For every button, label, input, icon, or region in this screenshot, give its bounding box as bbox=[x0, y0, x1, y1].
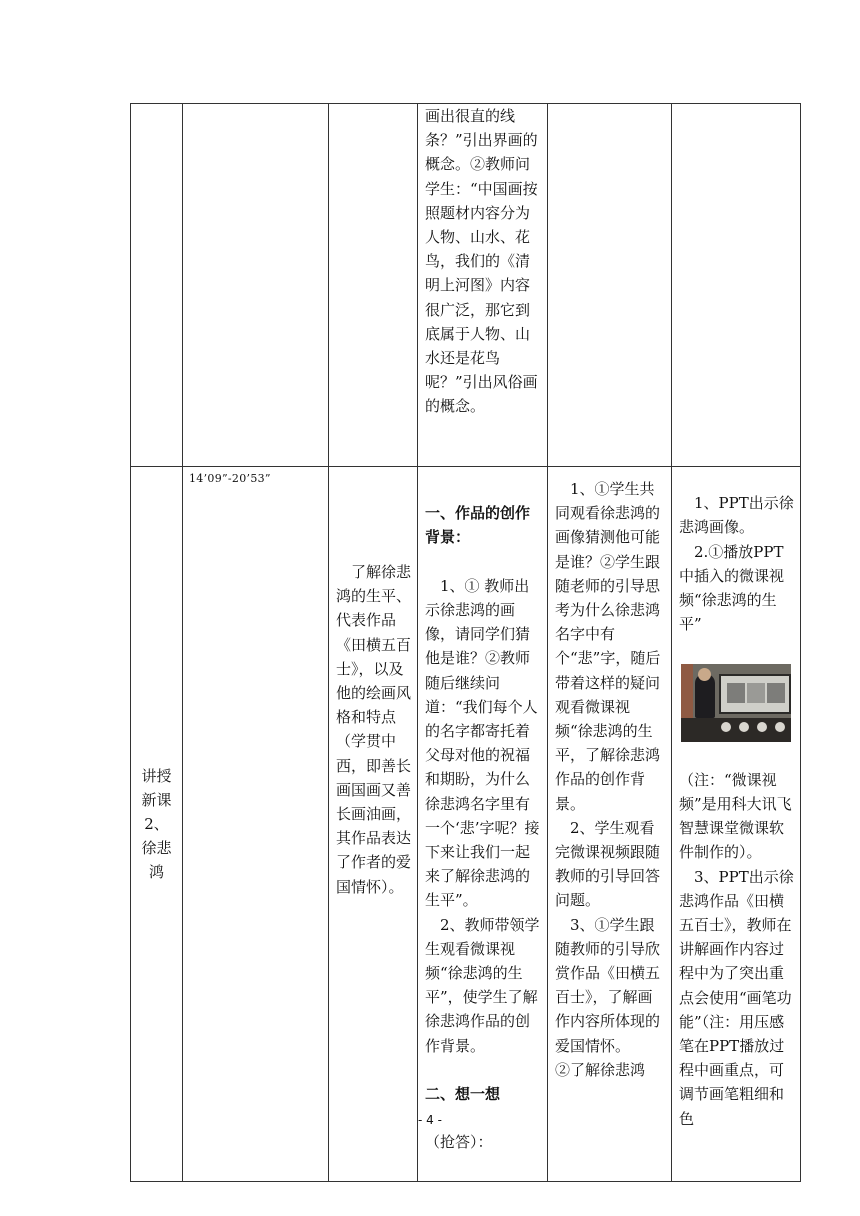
section-label: 讲授新课 2、 徐悲鸿 bbox=[141, 766, 172, 881]
objective-text: 了解徐悲鸿的生平、代表作品《田横五百士》，以及他的绘画风格和特点（学贯中西，即善长画国画又善长画油画，其作品表达了作者的爱国情怀）。 bbox=[336, 563, 412, 896]
time-range: 14’09”-20’53” bbox=[189, 472, 271, 485]
objective-cell bbox=[329, 104, 418, 467]
section-cell bbox=[131, 104, 183, 467]
student-activity-cell bbox=[548, 467, 672, 1182]
time-cell bbox=[183, 104, 329, 467]
tech-use-text-2: （注：“微课视频”是用科大讯飞智慧课堂微课软件制作的）。 3、PPT出示徐悲鸿作品《田横五百士》，教师在讲解画作内容过程中为了突出重点会使用“画笔功能”（注：用压感笔在PPT播放过程中画重点，可调节画笔粗细和色 bbox=[679, 770, 794, 1128]
objective-cell bbox=[329, 467, 418, 1182]
teacher-activity-cell bbox=[418, 467, 548, 1182]
student-activity-text: 1、①学生共同观看徐悲鸿的画像猜测他可能是谁？②学生跟随老师的引导思考为什么徐悲鸿名字中有个“悲”字，随后带着这样的疑问观看微课视频“徐悲鸿的生平，了解徐悲鸿作品的创作背景。 2、学生观看完微课视频跟随教师的引导回答问题。 3、①学生跟随教师的引导欣赏作品《田横五百士》，了解画作内容所体现的爱国情怀。 ②了解徐悲鸿 bbox=[555, 480, 661, 1079]
time-cell bbox=[183, 467, 329, 1182]
student-activity-cell bbox=[548, 104, 672, 467]
table-row bbox=[131, 104, 801, 467]
tech-use-text-1: 1、PPT出示徐悲鸿画像。 2.①播放PPT中插入的微课视频“徐悲鸿的生平” bbox=[679, 494, 794, 634]
page-number: - 4 - bbox=[418, 1113, 442, 1127]
section-label-cell bbox=[131, 467, 183, 1182]
table-row bbox=[131, 467, 801, 1182]
tech-use-cell bbox=[672, 104, 801, 467]
lesson-plan-table bbox=[130, 103, 801, 1182]
tech-use-cell bbox=[672, 467, 801, 1182]
micro-lesson-video-thumbnail bbox=[681, 664, 791, 742]
teacher-heading-2: 二、想一想 bbox=[425, 1085, 501, 1104]
teacher-activity-tail: （抢答）： bbox=[425, 1133, 493, 1152]
teacher-activity-cell: 画出很直的线条？”引出界画的概念。②教师问学生：“中国画按照题材内容分为人物、山水、花鸟，我们的《清明上河图》内容很广泛，那它到底属于人物、山水还是花鸟呢？”引出风俗画的概念。 bbox=[418, 104, 548, 467]
teacher-activity-text: 1、① 教师出示徐悲鸿的画像，请同学们猜他是谁？②教师随后继续问道：“我们每个人的名字都寄托着父母对他的祝福和期盼，为什么徐悲鸿名字里有一个‘悲’字呢？接下来让我们一起来了解徐悲鸿的生平”。 2、教师带领学生观看微课视频“徐悲鸿的生平”，使学生了解徐悲鸿作品的创作背景。 bbox=[425, 576, 540, 1055]
teacher-heading-1: 一、作品的创作背景： bbox=[425, 504, 531, 547]
